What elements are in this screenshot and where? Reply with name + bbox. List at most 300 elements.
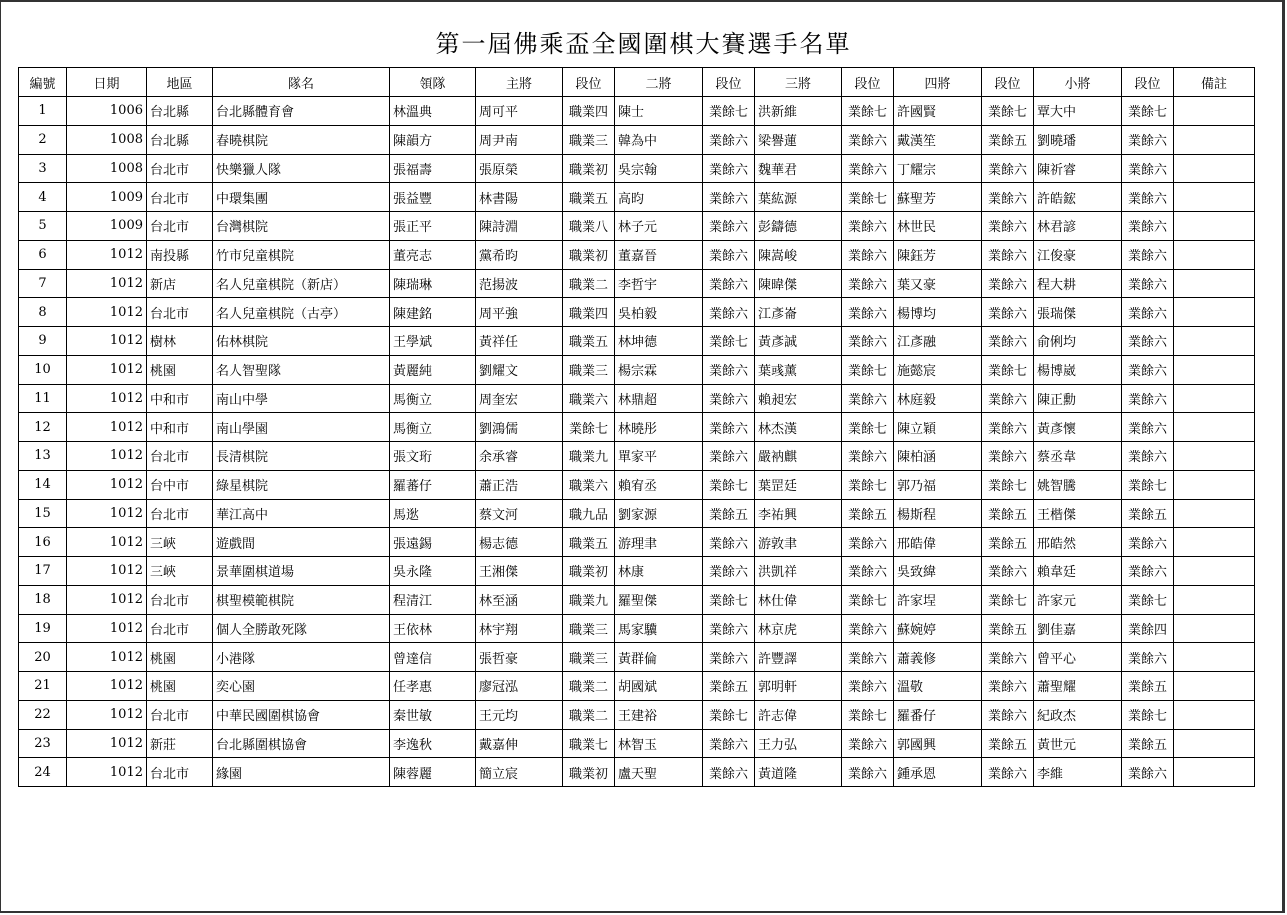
table-cell: 1012 <box>67 442 147 471</box>
column-header: 二將 <box>615 68 703 97</box>
table-cell: 業餘六 <box>982 442 1034 471</box>
table-cell: 業餘七 <box>842 413 894 442</box>
table-cell: 職業三 <box>563 125 615 154</box>
table-cell: 葉又豪 <box>894 269 982 298</box>
table-cell: 1012 <box>67 298 147 327</box>
table-cell: 1012 <box>67 557 147 586</box>
table-cell: 職業初 <box>563 154 615 183</box>
column-header: 日期 <box>67 68 147 97</box>
table-cell: 業餘六 <box>703 384 755 413</box>
table-cell: 業餘七 <box>982 585 1034 614</box>
table-cell: 7 <box>19 269 67 298</box>
table-cell: 業餘六 <box>703 528 755 557</box>
table-cell: 許皓鋐 <box>1034 183 1122 212</box>
table-cell: 1012 <box>67 700 147 729</box>
table-cell: 周奎宏 <box>476 384 563 413</box>
table-cell: 台北市 <box>147 700 213 729</box>
table-cell: 1012 <box>67 269 147 298</box>
table-cell <box>1174 183 1255 212</box>
table-cell: 業餘六 <box>842 758 894 787</box>
table-cell: 10 <box>19 355 67 384</box>
table-cell: 余承睿 <box>476 442 563 471</box>
table-cell: 台北縣圍棋協會 <box>213 729 390 758</box>
table-cell: 林仕偉 <box>755 585 842 614</box>
table-cell <box>1174 672 1255 701</box>
table-cell: 劉耀文 <box>476 355 563 384</box>
table-row <box>19 384 1255 413</box>
table-cell: 1012 <box>67 614 147 643</box>
table-cell: 業餘七 <box>1122 585 1174 614</box>
table-cell: 業餘七 <box>842 700 894 729</box>
table-cell <box>1174 499 1255 528</box>
table-cell <box>1174 413 1255 442</box>
column-header: 四將 <box>894 68 982 97</box>
table-cell: 綠星棋院 <box>213 470 390 499</box>
table-cell: 劉家源 <box>615 499 703 528</box>
table-cell: 賴宥丞 <box>615 470 703 499</box>
table-cell: 業餘五 <box>1122 672 1174 701</box>
table-cell: 王湘傑 <box>476 557 563 586</box>
table-cell: 遊戲間 <box>213 528 390 557</box>
table-cell: 王力弘 <box>755 729 842 758</box>
table-cell: 1009 <box>67 183 147 212</box>
table-row <box>19 183 1255 212</box>
table-cell: 名人兒童棋院（新店） <box>213 269 390 298</box>
table-cell: 長清棋院 <box>213 442 390 471</box>
column-header: 編號 <box>19 68 67 97</box>
table-cell: 1012 <box>67 758 147 787</box>
table-cell: 胡國斌 <box>615 672 703 701</box>
table-cell: 業餘六 <box>842 442 894 471</box>
table-cell: 18 <box>19 585 67 614</box>
table-cell: 業餘六 <box>703 298 755 327</box>
table-cell: 郭國興 <box>894 729 982 758</box>
table-cell: 業餘六 <box>842 327 894 356</box>
table-cell <box>1174 729 1255 758</box>
table-cell <box>1174 212 1255 241</box>
table-cell: 業餘七 <box>1122 700 1174 729</box>
table-cell: 林書陽 <box>476 183 563 212</box>
table-cell: 21 <box>19 672 67 701</box>
table-cell: 張遠錫 <box>390 528 476 557</box>
column-header: 領隊 <box>390 68 476 97</box>
table-cell: 桃園 <box>147 643 213 672</box>
table-row <box>19 614 1255 643</box>
table-cell: 劉佳嘉 <box>1034 614 1122 643</box>
table-cell <box>1174 700 1255 729</box>
table-cell: 蘇婉婷 <box>894 614 982 643</box>
table-cell: 江彥融 <box>894 327 982 356</box>
table-cell: 業餘六 <box>842 240 894 269</box>
table-cell: 業餘六 <box>842 528 894 557</box>
table-cell: 業餘六 <box>703 355 755 384</box>
table-cell: 賴昶宏 <box>755 384 842 413</box>
table-cell: 業餘七 <box>982 470 1034 499</box>
table-cell: 20 <box>19 643 67 672</box>
table-cell: 職業五 <box>563 183 615 212</box>
table-cell: 王學斌 <box>390 327 476 356</box>
table-cell: 華江高中 <box>213 499 390 528</box>
table-cell: 業餘六 <box>982 643 1034 672</box>
table-cell: 個人全勝敢死隊 <box>213 614 390 643</box>
table-cell: 姚智騰 <box>1034 470 1122 499</box>
table-cell: 陳韻方 <box>390 125 476 154</box>
table-cell: 14 <box>19 470 67 499</box>
table-cell: 緣園 <box>213 758 390 787</box>
table-cell: 職業九 <box>563 442 615 471</box>
table-cell: 業餘七 <box>842 585 894 614</box>
table-cell: 5 <box>19 212 67 241</box>
table-cell: 丁耀宗 <box>894 154 982 183</box>
table-cell: 賴韋廷 <box>1034 557 1122 586</box>
table-cell: 業餘六 <box>703 557 755 586</box>
table-cell: 景華圍棋道場 <box>213 557 390 586</box>
table-cell: 業餘六 <box>982 212 1034 241</box>
table-cell: 業餘五 <box>1122 729 1174 758</box>
table-cell: 1012 <box>67 643 147 672</box>
table-cell: 1012 <box>67 672 147 701</box>
table-cell: 職業九 <box>563 585 615 614</box>
table-cell <box>1174 269 1255 298</box>
table-cell: 溫敬 <box>894 672 982 701</box>
table-cell: 南投縣 <box>147 240 213 269</box>
table-cell: 黃道隆 <box>755 758 842 787</box>
table-cell: 業餘六 <box>982 183 1034 212</box>
table-cell: 楊宗霖 <box>615 355 703 384</box>
table-row <box>19 758 1255 787</box>
table-cell: 業餘七 <box>703 470 755 499</box>
table-cell: 業餘六 <box>703 269 755 298</box>
table-cell: 台北縣體育會 <box>213 97 390 126</box>
table-cell: 職業初 <box>563 557 615 586</box>
column-header: 三將 <box>755 68 842 97</box>
table-cell: 羅聖傑 <box>615 585 703 614</box>
table-cell: 業餘六 <box>1122 154 1174 183</box>
table-cell: 台北市 <box>147 298 213 327</box>
table-cell <box>1174 125 1255 154</box>
table-cell: 洪新維 <box>755 97 842 126</box>
table-cell: 業餘七 <box>563 413 615 442</box>
table-cell: 業餘六 <box>1122 183 1174 212</box>
header-row <box>19 68 1255 97</box>
table-cell: 中華民國圍棋協會 <box>213 700 390 729</box>
table-cell: 三峽 <box>147 528 213 557</box>
table-cell: 馬衡立 <box>390 413 476 442</box>
table-cell: 業餘六 <box>703 240 755 269</box>
table-cell: 業餘六 <box>703 643 755 672</box>
table-cell: 邢皓然 <box>1034 528 1122 557</box>
table-cell: 林杰漢 <box>755 413 842 442</box>
roster-table <box>18 67 1255 787</box>
column-header: 段位 <box>563 68 615 97</box>
table-cell: 許家元 <box>1034 585 1122 614</box>
table-cell: 1012 <box>67 355 147 384</box>
table-cell: 蘇聖芳 <box>894 183 982 212</box>
table-cell: 台北市 <box>147 154 213 183</box>
table-cell: 1012 <box>67 470 147 499</box>
table-cell <box>1174 240 1255 269</box>
table-cell: 業餘六 <box>842 672 894 701</box>
table-cell: 1008 <box>67 154 147 183</box>
table-cell: 業餘六 <box>703 758 755 787</box>
table-cell: 王依林 <box>390 614 476 643</box>
table-cell: 張益豐 <box>390 183 476 212</box>
table-cell: 紀政杰 <box>1034 700 1122 729</box>
table-cell: 業餘六 <box>1122 269 1174 298</box>
table-cell: 業餘七 <box>842 355 894 384</box>
table-cell: 郭明軒 <box>755 672 842 701</box>
table-cell: 職九品 <box>563 499 615 528</box>
table-cell: 吳永隆 <box>390 557 476 586</box>
page-title: 第一屆佛乘盃全國圍棋大賽選手名單 <box>435 30 852 58</box>
table-cell: 新店 <box>147 269 213 298</box>
table-row <box>19 97 1255 126</box>
table-cell: 南山學園 <box>213 413 390 442</box>
table-row <box>19 154 1255 183</box>
table-row <box>19 212 1255 241</box>
table-cell: 業餘六 <box>703 212 755 241</box>
table-cell: 竹市兒童棋院 <box>213 240 390 269</box>
table-cell <box>1174 97 1255 126</box>
table-cell <box>1174 298 1255 327</box>
table-cell: 王楷傑 <box>1034 499 1122 528</box>
table-cell: 戴漢笙 <box>894 125 982 154</box>
table-cell: 林至涵 <box>476 585 563 614</box>
table-cell: 林坤德 <box>615 327 703 356</box>
table-cell: 董亮志 <box>390 240 476 269</box>
table-cell: 吳柏毅 <box>615 298 703 327</box>
table-cell: 業餘六 <box>1122 442 1174 471</box>
table-cell: 張原榮 <box>476 154 563 183</box>
table-cell: 業餘六 <box>842 125 894 154</box>
table-cell: 陳鈺芳 <box>894 240 982 269</box>
table-cell: 業餘六 <box>1122 327 1174 356</box>
table-cell: 陳柏涵 <box>894 442 982 471</box>
table-cell: 業餘六 <box>842 154 894 183</box>
table-cell: 羅番仔 <box>894 700 982 729</box>
table-cell: 22 <box>19 700 67 729</box>
table-cell: 戴嘉伸 <box>476 729 563 758</box>
table-cell: 11 <box>19 384 67 413</box>
table-cell: 高昀 <box>615 183 703 212</box>
table-cell: 陳士 <box>615 97 703 126</box>
table-cell: 業餘六 <box>1122 212 1174 241</box>
table-cell: 職業八 <box>563 212 615 241</box>
table-cell: 陳詩淵 <box>476 212 563 241</box>
table-cell: 台北市 <box>147 499 213 528</box>
table-cell: 業餘五 <box>982 499 1034 528</box>
table-row <box>19 355 1255 384</box>
table-cell: 業餘四 <box>1122 614 1174 643</box>
table-cell: 業餘五 <box>982 729 1034 758</box>
column-header: 段位 <box>1122 68 1174 97</box>
table-cell: 1012 <box>67 528 147 557</box>
table-row <box>19 413 1255 442</box>
table-cell: 林溫典 <box>390 97 476 126</box>
table-cell <box>1174 643 1255 672</box>
table-cell: 蕭正浩 <box>476 470 563 499</box>
table-cell: 任孝惠 <box>390 672 476 701</box>
table-cell: 業餘六 <box>1122 528 1174 557</box>
table-cell: 業餘六 <box>982 240 1034 269</box>
table-cell <box>1174 442 1255 471</box>
table-cell: 黨希昀 <box>476 240 563 269</box>
table-cell: 蕭聖耀 <box>1034 672 1122 701</box>
table-cell: 業餘五 <box>703 672 755 701</box>
table-cell: 程大耕 <box>1034 269 1122 298</box>
table-cell: 業餘六 <box>982 298 1034 327</box>
table-cell: 黃麗純 <box>390 355 476 384</box>
table-cell: 周尹南 <box>476 125 563 154</box>
table-row <box>19 729 1255 758</box>
table-cell: 張文珩 <box>390 442 476 471</box>
table-cell <box>1174 355 1255 384</box>
table-cell: 業餘六 <box>842 643 894 672</box>
table-cell: 林曉彤 <box>615 413 703 442</box>
table-row <box>19 269 1255 298</box>
table-cell: 業餘六 <box>842 212 894 241</box>
table-cell: 程清江 <box>390 585 476 614</box>
table-cell: 桃園 <box>147 672 213 701</box>
table-cell: 春曉棋院 <box>213 125 390 154</box>
table-cell: 陳蓉麗 <box>390 758 476 787</box>
table-cell: 桃園 <box>147 355 213 384</box>
table-cell: 1012 <box>67 240 147 269</box>
table-cell: 職業二 <box>563 700 615 729</box>
table-cell: 許國賢 <box>894 97 982 126</box>
table-cell: 黃祥任 <box>476 327 563 356</box>
table-cell: 台北市 <box>147 212 213 241</box>
table-cell: 羅蕃仔 <box>390 470 476 499</box>
table-cell: 董嘉晉 <box>615 240 703 269</box>
table-cell: 業餘五 <box>982 614 1034 643</box>
table-cell: 業餘七 <box>842 183 894 212</box>
table-cell: 業餘六 <box>703 125 755 154</box>
table-cell: 彭鑄德 <box>755 212 842 241</box>
table-cell: 周平強 <box>476 298 563 327</box>
table-cell <box>1174 557 1255 586</box>
table-cell: 陳瑞琳 <box>390 269 476 298</box>
table-cell: 秦世敏 <box>390 700 476 729</box>
table-cell: 俞俐均 <box>1034 327 1122 356</box>
table-cell: 鍾承恩 <box>894 758 982 787</box>
table-cell <box>1174 614 1255 643</box>
table-cell: 林子元 <box>615 212 703 241</box>
table-cell: 名人智聖隊 <box>213 355 390 384</box>
table-cell: 張瑞傑 <box>1034 298 1122 327</box>
table-cell: 業餘六 <box>982 758 1034 787</box>
table-cell: 職業五 <box>563 528 615 557</box>
table-cell: 業餘七 <box>1122 97 1174 126</box>
table-cell: 業餘六 <box>1122 557 1174 586</box>
table-cell: 南山中學 <box>213 384 390 413</box>
table-cell: 江彥崙 <box>755 298 842 327</box>
table-cell: 職業初 <box>563 240 615 269</box>
table-cell: 業餘七 <box>703 585 755 614</box>
table-cell: 快樂獵人隊 <box>213 154 390 183</box>
table-cell: 業餘六 <box>1122 355 1174 384</box>
table-cell: 簡立宸 <box>476 758 563 787</box>
table-cell: 王元均 <box>476 700 563 729</box>
column-header: 主將 <box>476 68 563 97</box>
table-cell: 業餘六 <box>842 729 894 758</box>
table-cell: 楊博崴 <box>1034 355 1122 384</box>
table-cell: 劉曉璠 <box>1034 125 1122 154</box>
table-cell: 陳暐傑 <box>755 269 842 298</box>
table-cell: 台中市 <box>147 470 213 499</box>
table-cell: 洪凱祥 <box>755 557 842 586</box>
table-cell: 蕭義修 <box>894 643 982 672</box>
table-cell: 業餘七 <box>703 700 755 729</box>
table-cell: 16 <box>19 528 67 557</box>
table-cell: 1012 <box>67 499 147 528</box>
table-cell: 業餘六 <box>703 413 755 442</box>
table-cell <box>1174 585 1255 614</box>
table-cell: 業餘六 <box>703 729 755 758</box>
table-cell: 林京虎 <box>755 614 842 643</box>
table-cell: 黃彥懷 <box>1034 413 1122 442</box>
table-cell: 覃大中 <box>1034 97 1122 126</box>
table-cell: 業餘六 <box>982 154 1034 183</box>
table-row <box>19 557 1255 586</box>
table-cell: 12 <box>19 413 67 442</box>
table-cell: 嚴衲麒 <box>755 442 842 471</box>
table-cell: 江俊豪 <box>1034 240 1122 269</box>
table-cell: 業餘六 <box>842 614 894 643</box>
table-cell: 陳正勳 <box>1034 384 1122 413</box>
table-cell: 業餘五 <box>982 528 1034 557</box>
table-row <box>19 499 1255 528</box>
table-cell: 職業初 <box>563 758 615 787</box>
table-cell <box>1174 384 1255 413</box>
table-cell: 職業二 <box>563 672 615 701</box>
table-cell: 葉罡廷 <box>755 470 842 499</box>
table-cell: 職業六 <box>563 470 615 499</box>
table-cell: 馬家驥 <box>615 614 703 643</box>
table-cell: 9 <box>19 327 67 356</box>
table-cell: 台北市 <box>147 585 213 614</box>
table-cell: 張哲豪 <box>476 643 563 672</box>
table-cell: 台北縣 <box>147 97 213 126</box>
table-cell: 三峽 <box>147 557 213 586</box>
table-cell: 楊志德 <box>476 528 563 557</box>
table-cell: 中環集團 <box>213 183 390 212</box>
table-cell: 范揚波 <box>476 269 563 298</box>
table-cell: 小港隊 <box>213 643 390 672</box>
table-cell: 13 <box>19 442 67 471</box>
table-cell: 奕心園 <box>213 672 390 701</box>
table-cell: 職業二 <box>563 269 615 298</box>
table-cell: 盧天聖 <box>615 758 703 787</box>
table-cell: 業餘六 <box>703 183 755 212</box>
table-cell: 陳嵩峻 <box>755 240 842 269</box>
table-cell: 業餘六 <box>982 413 1034 442</box>
table-cell: 林世民 <box>894 212 982 241</box>
table-cell: 業餘五 <box>1122 499 1174 528</box>
table-cell: 台灣棋院 <box>213 212 390 241</box>
table-cell: 業餘六 <box>703 442 755 471</box>
table-cell: 業餘六 <box>1122 240 1174 269</box>
table-cell <box>1174 327 1255 356</box>
table-cell: 吳宗翰 <box>615 154 703 183</box>
table-cell: 許志偉 <box>755 700 842 729</box>
table-cell: 馬衡立 <box>390 384 476 413</box>
table-cell: 1012 <box>67 413 147 442</box>
table-cell: 業餘七 <box>703 97 755 126</box>
table-cell: 業餘六 <box>1122 643 1174 672</box>
table-cell: 業餘六 <box>842 384 894 413</box>
table-cell: 台北市 <box>147 183 213 212</box>
